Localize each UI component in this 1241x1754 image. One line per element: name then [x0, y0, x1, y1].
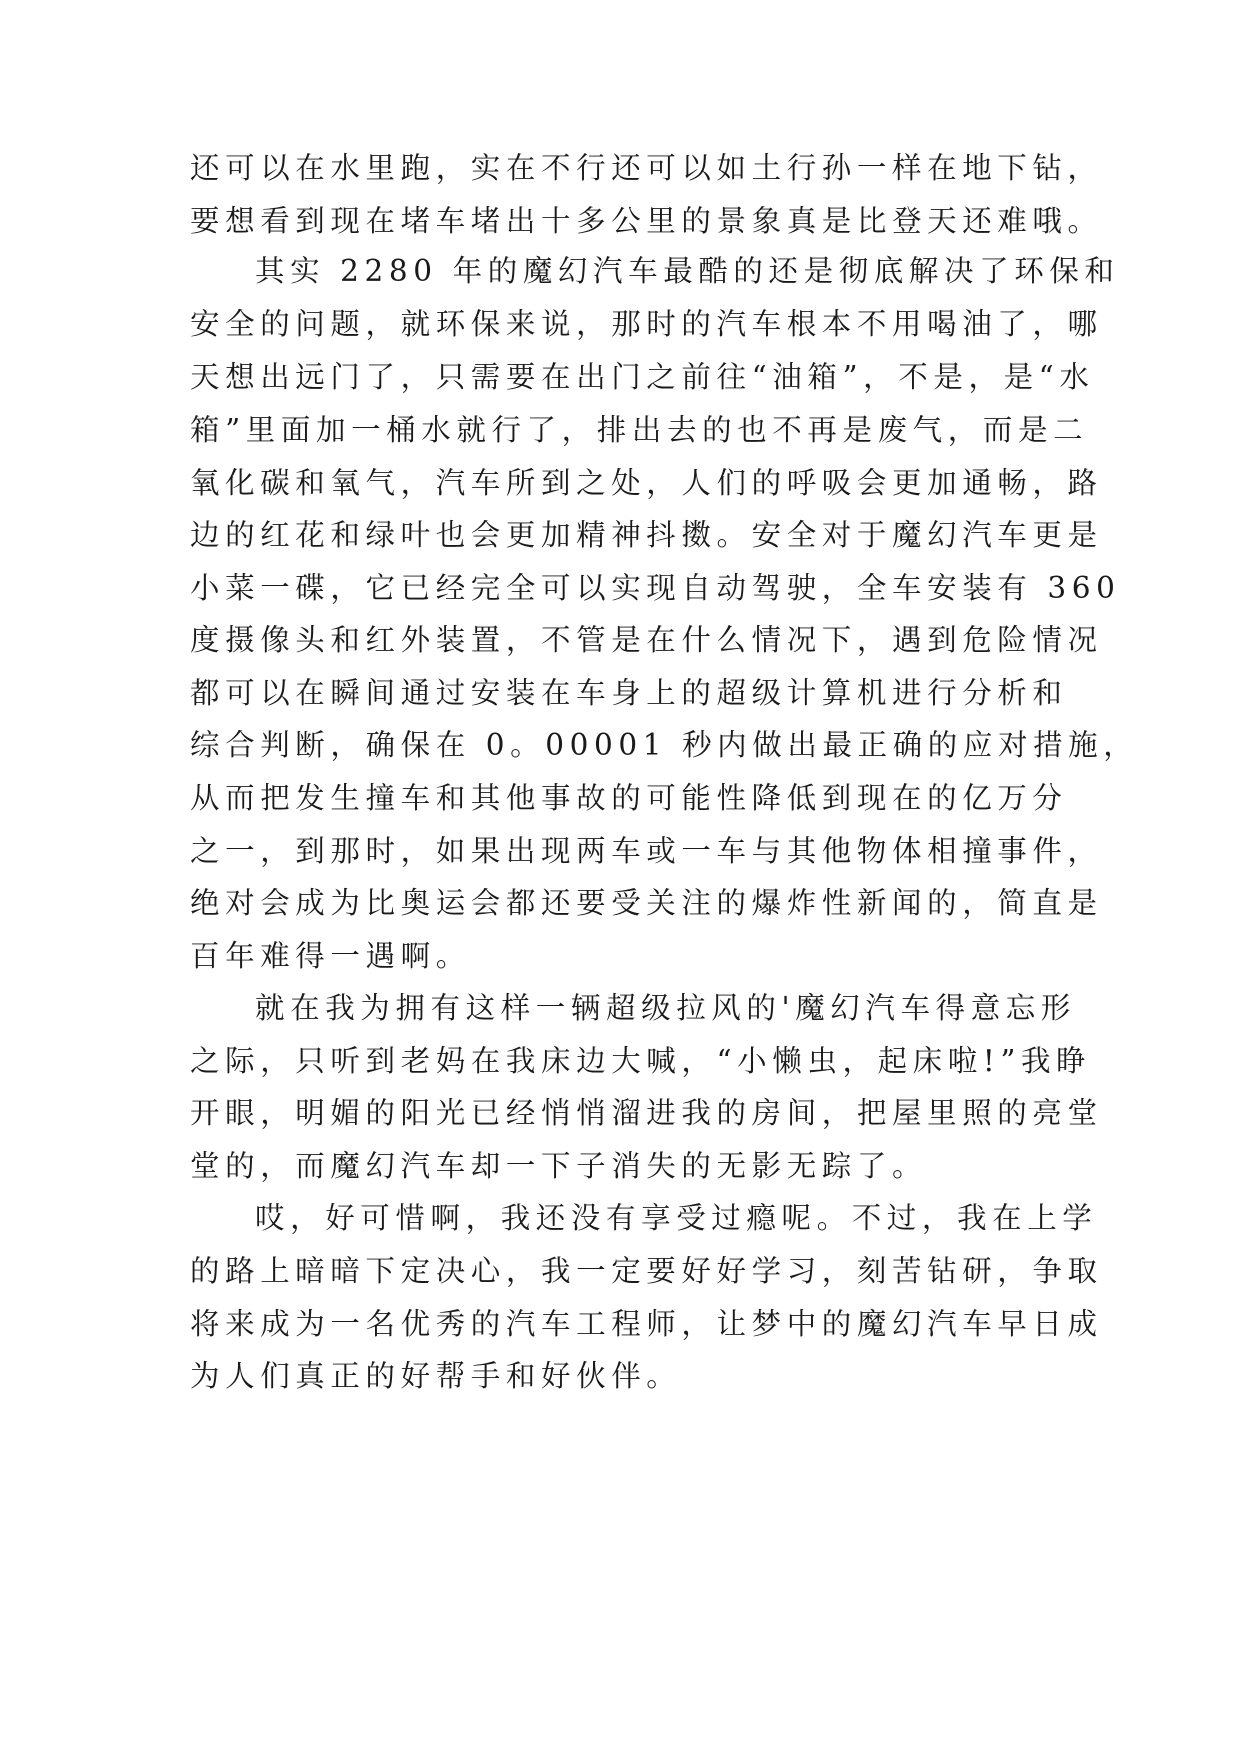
- text-line: 将来成为一名优秀的汽车工程师，让梦中的魔幻汽车早日成: [190, 1307, 1103, 1341]
- text-line: 氧化碳和氧气，汽车所到之处，人们的呼吸会更加通畅，路: [190, 466, 1103, 500]
- text-line: 百年难得一遇啊。: [190, 939, 471, 973]
- text-line: 综合判断，确保在 0。00001 秒内做出最正确的应对措施，: [190, 728, 1139, 762]
- text-line: 都可以在瞬间通过安装在车身上的超级计算机进行分析和: [190, 676, 1068, 710]
- text-line: 哎，好可惜啊，我还没有享受过瘾呢。不过，我在上学: [255, 1201, 1098, 1235]
- text-line: 度摄像头和红外装置，不管是在什么情况下，遇到危险情况: [190, 623, 1103, 657]
- text-line: 天想出远门了，只需要在出门之前往“油箱”，不是，是“水: [190, 360, 1095, 394]
- text-line: 从而把发生撞车和其他事故的可能性降低到现在的亿万分: [190, 781, 1068, 815]
- text-line: 小菜一碟，它已经完全可以实现自动驾驶，全车安装有 360: [190, 571, 1121, 605]
- text-line: 箱”里面加一桶水就行了，排出去的也不再是废气，而是二: [190, 413, 1089, 447]
- text-line: 为人们真正的好帮手和好伙伴。: [190, 1359, 682, 1393]
- text-line: 之一，到那时，如果出现两车或一车与其他物体相撞事件，: [190, 834, 1103, 868]
- text-line: 绝对会成为比奥运会都还要受关注的爆炸性新闻的，简直是: [190, 886, 1103, 920]
- text-line: 要想看到现在堵车堵出十多公里的景象真是比登天还难哦。: [190, 204, 1103, 238]
- text-line: 之际，只听到老妈在我床边大喊，“小懒虫，起床啦!”我睁: [190, 1044, 1092, 1078]
- text-line: 的路上暗暗下定决心，我一定要好好学习，刻苦钻研，争取: [190, 1254, 1103, 1288]
- text-line: 其实 2280 年的魔幻汽车最酷的还是彻底解决了环保和: [255, 254, 1120, 288]
- text-line: 安全的问题，就环保来说，那时的汽车根本不用喝油了，哪: [190, 307, 1103, 341]
- text-line: 开眼，明媚的阳光已经悄悄溜进我的房间，把屋里照的亮堂: [190, 1096, 1103, 1130]
- text-line: 还可以在水里跑，实在不行还可以如土行孙一样在地下钻，: [190, 151, 1103, 185]
- text-line: 边的红花和绿叶也会更加精神抖擞。安全对于魔幻汽车更是: [190, 518, 1103, 552]
- text-line: 就在我为拥有这样一辆超级拉风的'魔幻汽车得意忘形: [255, 991, 1077, 1025]
- text-line: 堂的，而魔幻汽车却一下子消失的无影无踪了。: [190, 1149, 928, 1183]
